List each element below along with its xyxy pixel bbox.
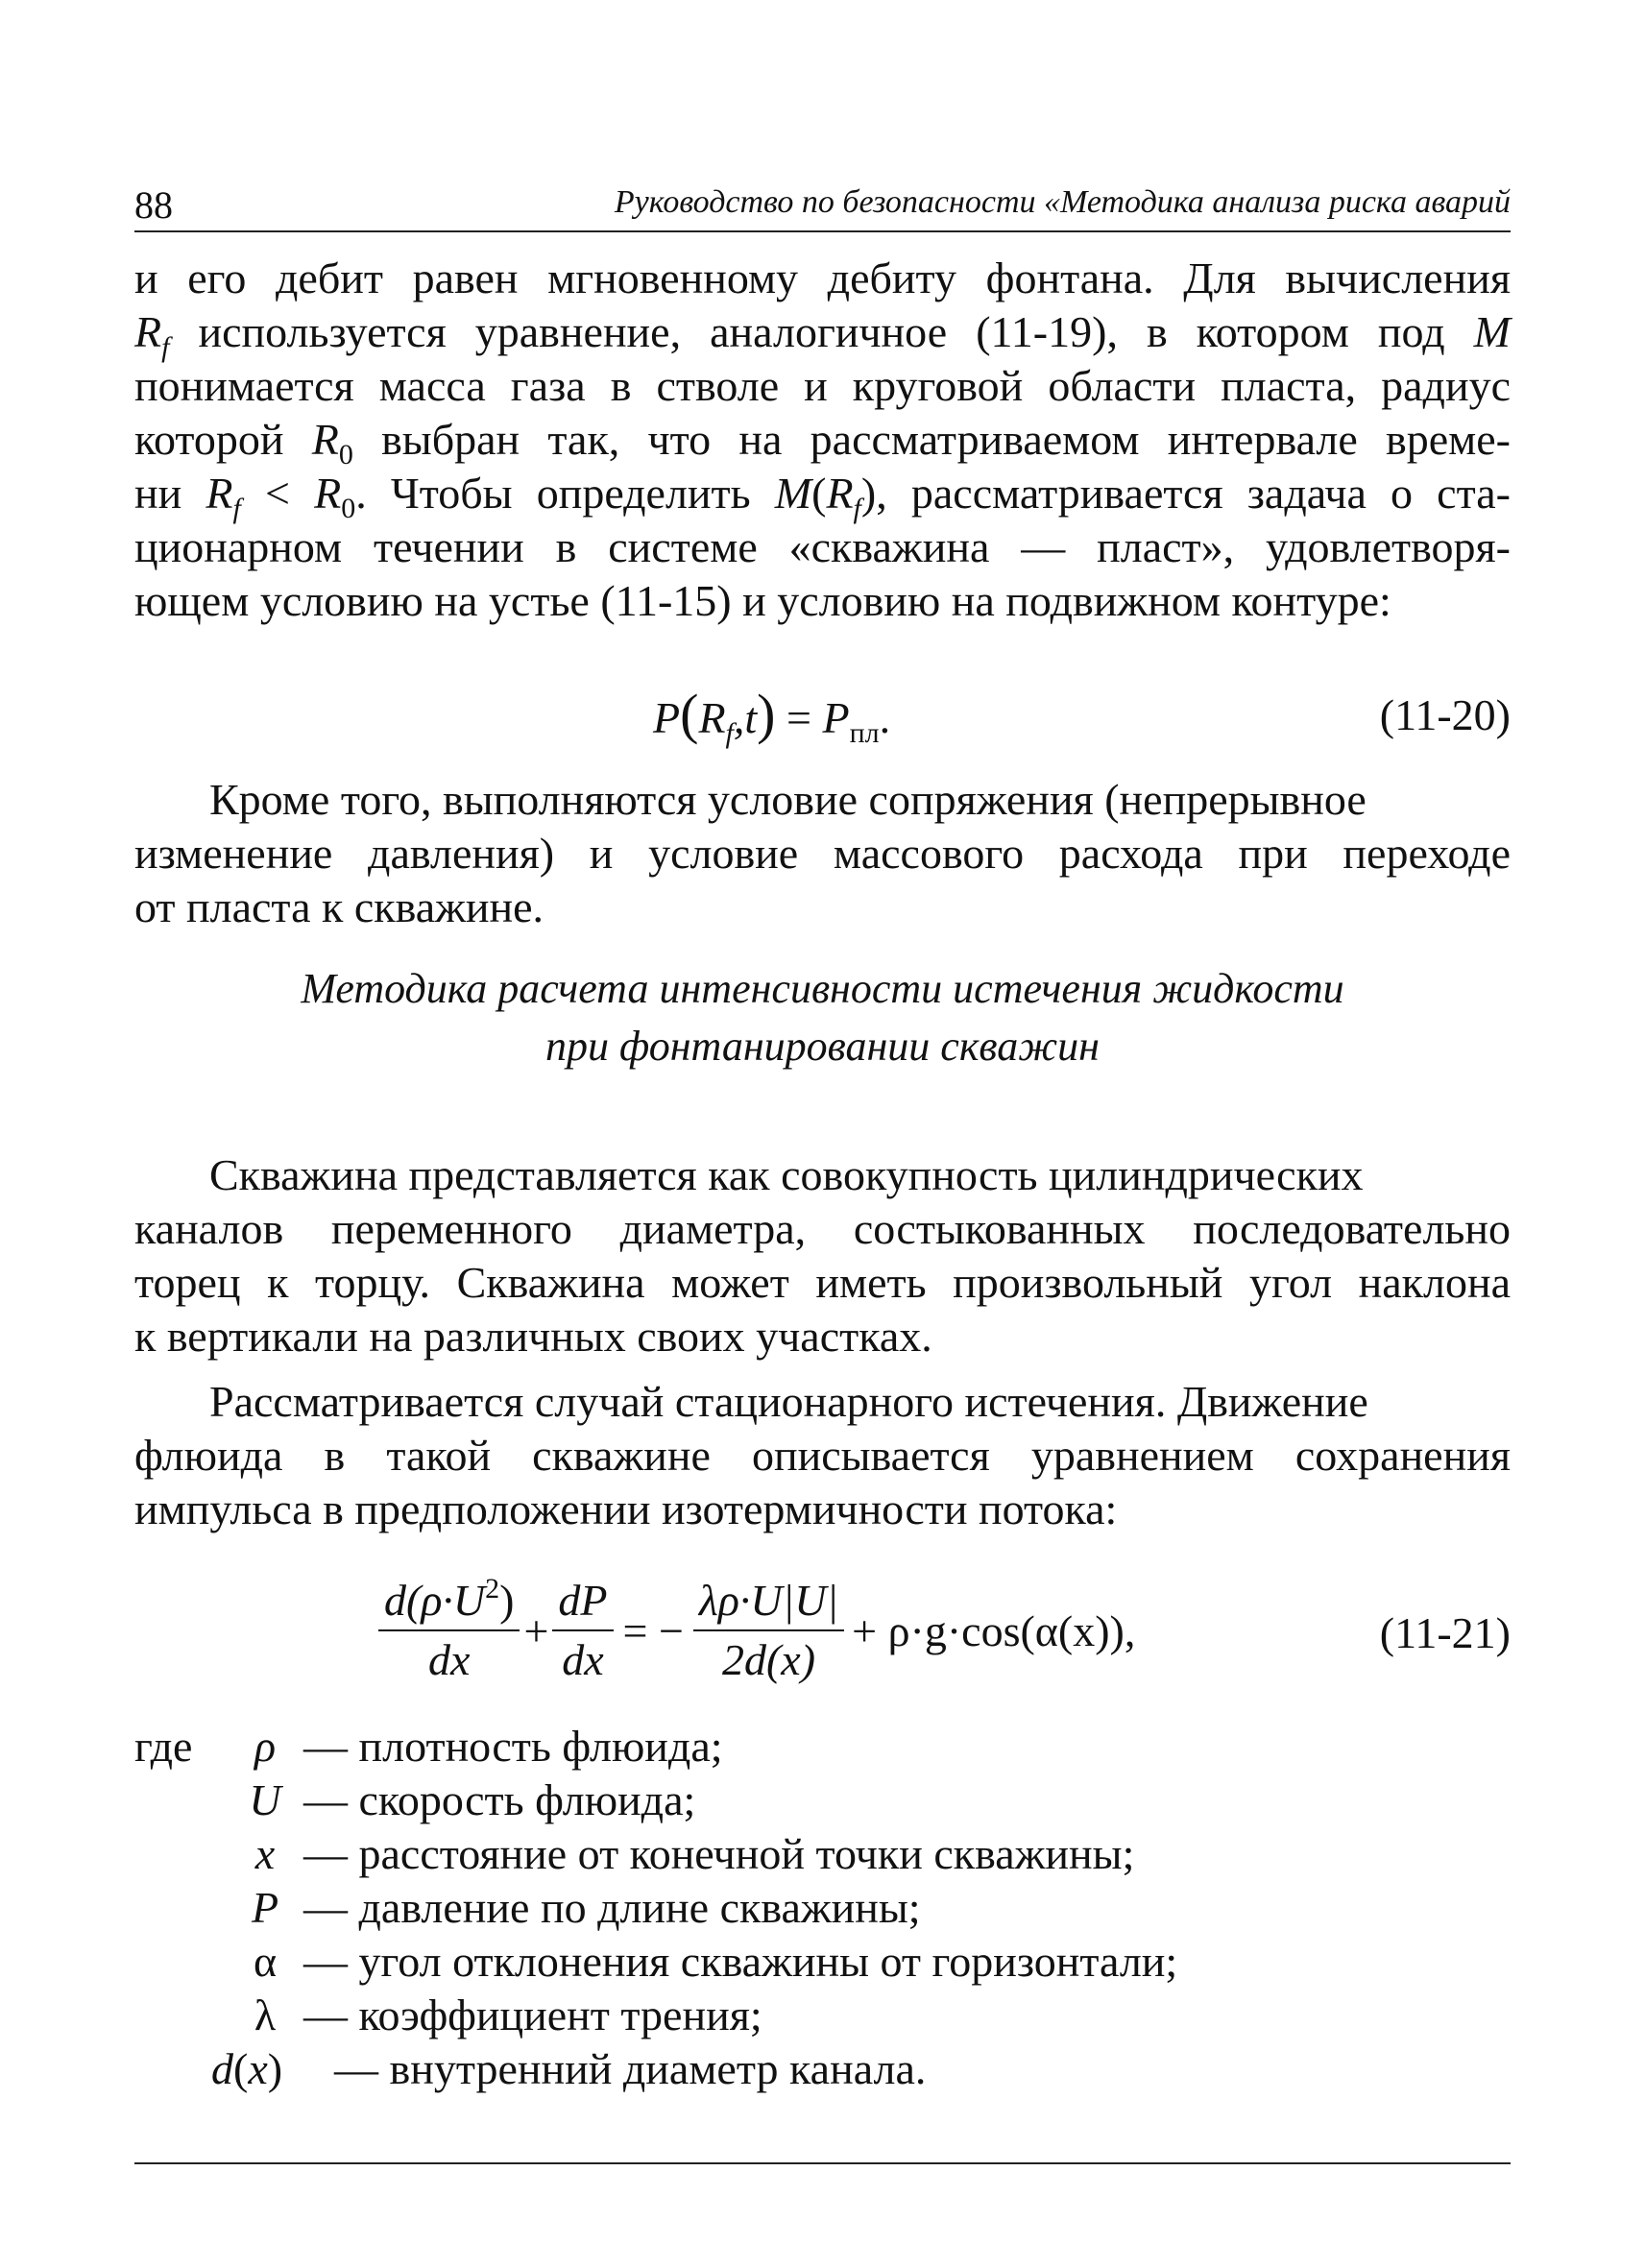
equation-number: (11-21) bbox=[1379, 1608, 1511, 1657]
paragraph-2 bbox=[134, 773, 1511, 934]
section-heading bbox=[134, 960, 1511, 1075]
equation-11-21 bbox=[134, 1563, 1511, 1698]
document-page: 88 Руководство по безопасности «Методика анализа риска аварий и его дебит равен мгновенному дебиту фонтана. Для вычисления $R_f$ используется уравнение, аналогичное (11-19), в котором под M понимается масса газа в стволе и круговой области пласта, радиус которой $R_0$ выбран так, что на рассматриваемом интервале време- ни $R_f < R_0$. Чтобы определить $M(R_f)$, рассматривается задача о ста- ционарном течении в системе «скважина — пласт», удовлетворя- ющем условию на устье (11-15) и условию на подвижном контуре: $P(R_f,t) = P_{пл}$. (11-20) Кроме того, выполняются условие сопряжения (непрерывное изменение давления) и условие массового расхода при переходе от пласта к скважине. Методика расчета интенсивности истечения жидкости при фонтанировании скважин Скважина представляется как совокупность цилиндрических каналов переменного диаметра, состыкованных последовательно торец к торцу. Скважина может иметь произвольный угол наклона к вертикали на различных своих участках. Рассматривается случай стационарного истечения. Движение флюида в такой скважине описывается уравнением сохранения импульса в предположении изотермичности потока: $\frac{d(\rho\cdot U^2)}{dx}$ + $\frac{dP}{dx}$ = − $\frac{\lambda\rho\cdot U|U|}{2d(x)}$ + ρ·g·cos(α(x)), (11-21) где ρ — плотность флюида; U — скорость флюида; x — расстояние от конечной точки скважины; P — давление по длине скважины; α — угол отклонения скважины от горизонтали; λ — коэффициент трения; d(x) — внутренний диаметр канала. bbox=[0, 0, 1645, 2268]
paragraph-4 bbox=[134, 1375, 1511, 1536]
text-line: каналов переменного диаметра, состыкованных последовательно bbox=[134, 1204, 1511, 1253]
text-line: к вертикали на различных своих участках. bbox=[134, 1312, 932, 1361]
text-line: понимается масса газа в стволе и круговой области пласта, радиус bbox=[134, 361, 1511, 410]
text-line: импульса в предположении изотермичности потока: bbox=[134, 1484, 1118, 1533]
page-number: 88 bbox=[134, 183, 173, 227]
paragraph-3 bbox=[134, 1148, 1511, 1363]
equation-body: $P(R_f,t) = P_{пл}$. bbox=[653, 683, 891, 749]
text-line: ционарном течении в системе «скважина — пласт», удовлетворя- bbox=[134, 522, 1511, 571]
text-line: ни $R_f < R_0$. Чтобы определить $M(R_f)$, рассматривается задача о ста- bbox=[134, 469, 1511, 524]
running-header bbox=[134, 182, 1511, 232]
text-line: которой $R_0$ выбран так, что на рассматриваемом интервале време- bbox=[134, 415, 1511, 470]
paragraph-1 bbox=[134, 252, 1511, 628]
bottom-rule bbox=[134, 2162, 1511, 2164]
fraction: $\frac{d(\rho\cdot U^2)}{dx}$ bbox=[378, 1576, 520, 1685]
equation-11-20 bbox=[134, 682, 1511, 749]
fraction: $\frac{dP}{dx}$ bbox=[552, 1576, 613, 1685]
section-heading-line: при фонтанировании скважин bbox=[545, 1023, 1100, 1070]
equation-number: (11-20) bbox=[1379, 690, 1511, 739]
text-line: торец к торцу. Скважина может иметь произвольный угол наклона bbox=[134, 1258, 1511, 1307]
text-line: Кроме того, выполняются условие сопряжения (непрерывное bbox=[209, 775, 1367, 824]
text-line: Рассматривается случай стационарного истечения. Движение bbox=[209, 1377, 1368, 1426]
section-heading-line: Методика расчета интенсивности истечения жидкости bbox=[301, 965, 1344, 1012]
text-line: изменение давления) и условие массового расхода при переходе bbox=[134, 829, 1511, 878]
text-line: флюида в такой скважине описывается уравнением сохранения bbox=[134, 1431, 1511, 1480]
fraction: $\frac{\lambda\rho\cdot U|U|}{2d(x)}$ bbox=[693, 1576, 844, 1685]
running-title: Руководство по безопасности «Методика анализа риска аварий bbox=[614, 184, 1511, 220]
text-line: от пласта к скважине. bbox=[134, 882, 544, 931]
text-line: Скважина представляется как совокупность цилиндрических bbox=[209, 1150, 1364, 1199]
text-line: ющем условию на устье (11-15) и условию на подвижном контуре: bbox=[134, 576, 1391, 625]
equation-body: $\frac{d(\rho\cdot U^2)}{dx}$ + $\frac{dP}{dx}$ = − $\frac{\lambda\rho\cdot U|U|}{2d(x)}$ + ρ·g·cos(α(x)), bbox=[375, 1563, 1135, 1698]
text-line: $R_f$ используется уравнение, аналогичное (11-19), в котором под M bbox=[134, 307, 1511, 363]
text-line: и его дебит равен мгновенному дебиту фонтана. Для вычисления bbox=[134, 253, 1511, 302]
